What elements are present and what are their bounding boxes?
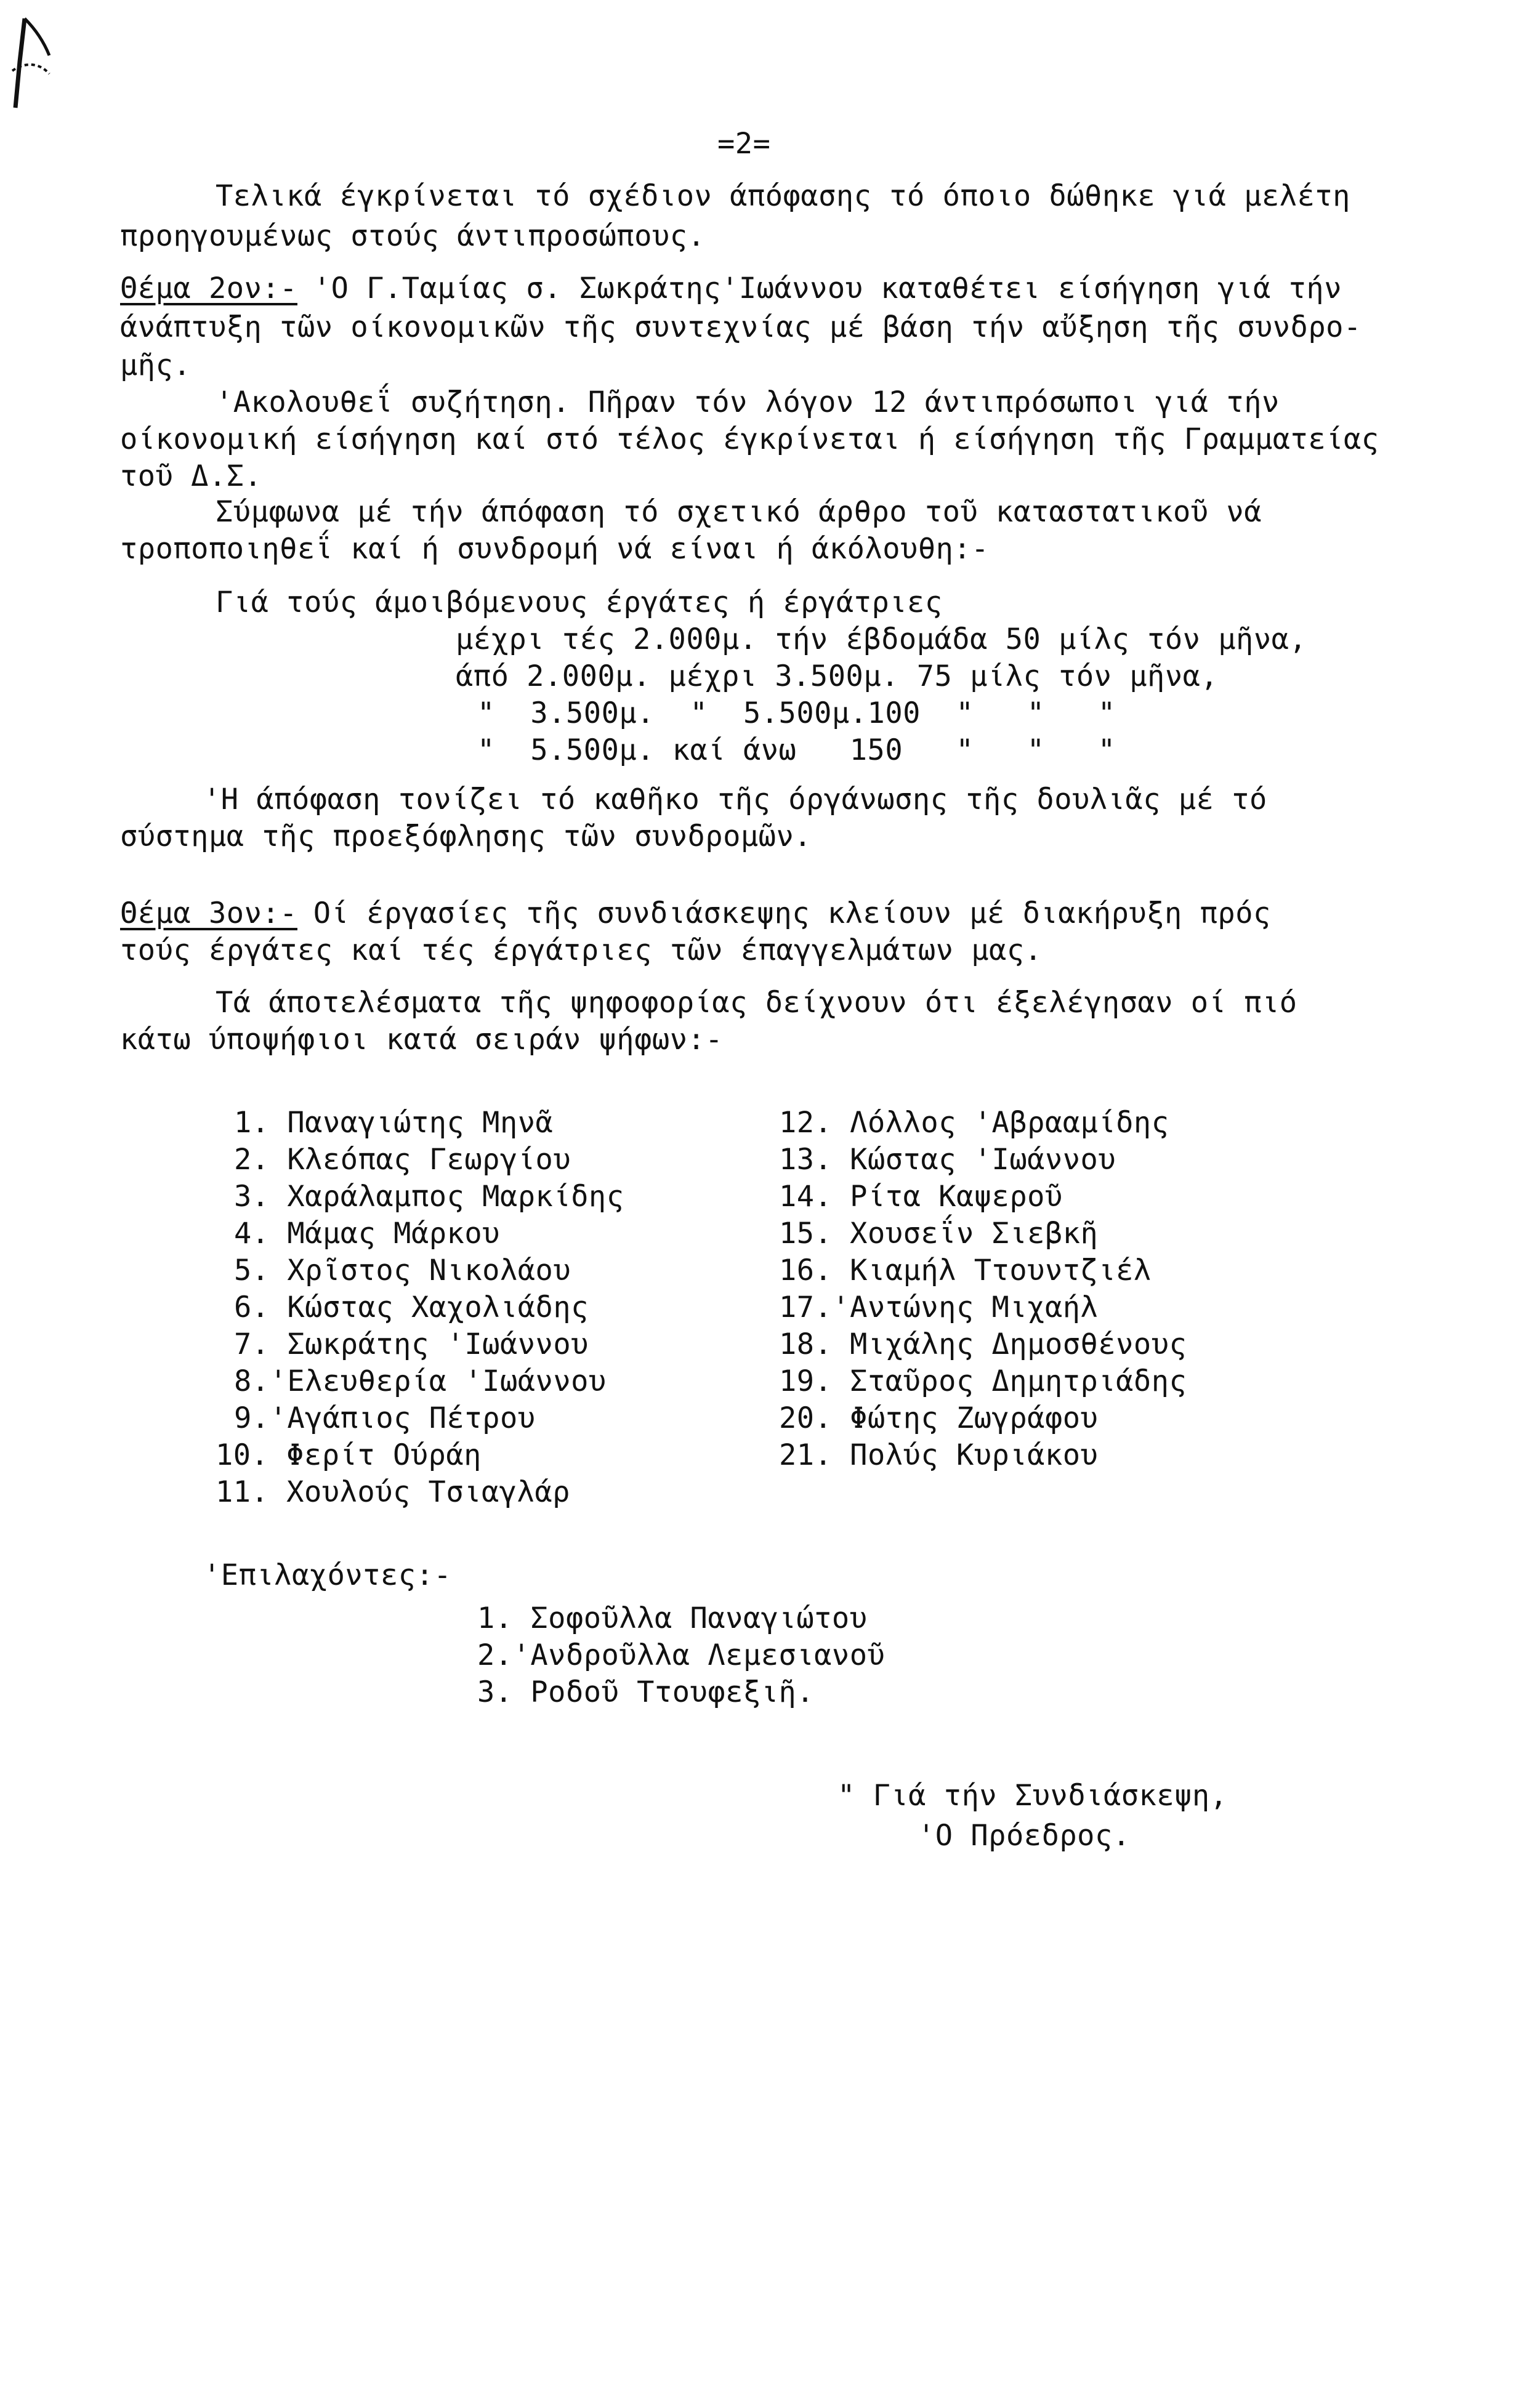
decision-line-1: Σύμφωνα μέ τήν άπόφαση τό σχετικό άρθρο τοῦ καταστατικοῦ νά [216,495,1262,529]
item2-line-3: μῆς. [120,348,192,382]
elected-right-17: 17.'Αντώνης Μιχαήλ [779,1291,1099,1324]
elected-left-2: 2. Κλεόπας Γεωργίου [234,1143,571,1177]
fee-row-2: άπό 2.000μ. μέχρι 3.500μ. 75 μίλς τόν μῆνα, [456,659,1219,693]
item2-line-2: άνάπτυξη τῶν οίκονομικῶν τῆς συντεχνίας μέ βάση τήν αὔξηση τῆς συνδρο- [120,310,1362,344]
elected-left-3: 3. Χαράλαμπος Μαρκίδης [234,1180,624,1214]
signature-line-1: " Γιά τήν Συνδιάσκεψη, [837,1779,1228,1813]
discussion-line-3: τοῦ Δ.Σ. [120,459,262,493]
handwritten-mark [6,12,62,111]
substitute-3: 3. Ροδοῦ Ττουφεξιῆ. [477,1675,815,1709]
elected-left-10: 10. Φερίτ Ούράη [216,1438,482,1472]
para1-line-2: προηγουμένως στούς άντιπροσώπους. [120,219,706,253]
decision-line-2: τροποποιηθεΐ καί ή συνδρομή νά είναι ή άκόλουθη:- [120,532,990,566]
emphasis-line-2: σύστημα τῆς προεξόφλησης τῶν συνδρομῶν. [120,819,812,853]
elected-right-19: 19. Σταῦρος Δημητριάδης [779,1364,1187,1398]
elected-left-1: 1. Παναγιώτης Μηνᾶ [234,1106,554,1140]
item3-line-2: τούς έργάτες καί τές έργάτριες τῶν έπαγγελμάτων μας. [120,933,1043,967]
elected-right-20: 20. Φώτης Ζωγράφου [779,1401,1099,1435]
emphasis-line-1: 'Η άπόφαση τονίζει τό καθῆκο τῆς όργάνωσης τῆς δουλιᾶς μέ τό [203,783,1267,816]
results-line-1: Τά άποτελέσματα τῆς ψηφοφορίας δείχνουν ότι έξελέγησαν οί πιό [216,986,1297,1020]
elected-left-6: 6. Κώστας Χαχολιάδης [234,1291,589,1324]
results-line-2: κάτω ύποψήφιοι κατά σειράν ψήφων:- [120,1023,724,1057]
elected-left-4: 4. Μάμας Μάρκου [234,1217,500,1250]
substitutes-label: 'Επιλαχόντες:- [203,1558,452,1592]
elected-right-18: 18. Μιχάλης Δημοσθένους [779,1327,1187,1361]
substitute-1: 1. Σοφοῦλλα Παναγιώτου [477,1601,868,1635]
item2-label: Θέμα 2ον:- [120,272,297,305]
elected-left-5: 5. Χρῖστος Νικολάου [234,1254,571,1287]
elected-left-8: 8.'Ελευθερία 'Ιωάννου [234,1364,607,1398]
elected-left-11: 11. Χουλούς Τσιαγλάρ [216,1475,570,1509]
item3-label: Θέμα 3ον:- [120,896,297,930]
signature-line-2: 'Ο Πρόεδρος. [918,1819,1131,1853]
substitute-2: 2.'Ανδροῦλλα Λεμεσιανοῦ [477,1638,886,1672]
elected-right-21: 21. Πολύς Κυριάκου [779,1438,1099,1472]
item2-line-1: 'Ο Γ.Ταμίας σ. Σωκράτης'Ιωάννου καταθέτει είσήγηση γιά τήν [296,272,1342,305]
elected-right-13: 13. Κώστας 'Ιωάννου [779,1143,1116,1177]
elected-right-15: 15. Χουσεΐν Σιεβκῆ [779,1217,1099,1250]
fees-intro: Γιά τούς άμοιβόμενους έργάτες ή έργάτριες [216,586,943,619]
elected-left-7: 7. Σωκράτης 'Ιωάννου [234,1327,589,1361]
page-number: =2= [717,127,771,161]
elected-right-16: 16. Κιαμήλ Ττουντζιέλ [779,1254,1152,1287]
discussion-line-2: οίκονομική είσήγηση καί στό τέλος έγκρίνεται ή είσήγηση τῆς Γραμματείας [120,422,1379,456]
fee-row-1: μέχρι τές 2.000μ. τήν έβδομάδα 50 μίλς τόν μῆνα, [456,622,1307,656]
elected-right-12: 12. Λόλλος 'Αβρααμίδης [779,1106,1169,1140]
elected-right-14: 14. Ρίτα Καψεροῦ [779,1180,1063,1214]
discussion-line-1: 'Ακολουθεΐ συζήτηση. Πῆραν τόν λόγον 12 άντιπρόσωποι γιά τήν [216,385,1280,419]
fee-row-3: " 3.500μ. " 5.500μ.100 " " " [477,696,1116,730]
fee-row-4: " 5.500μ. καί άνω 150 " " " [477,733,1116,767]
para1-line-1: Τελικά έγκρίνεται τό σχέδιον άπόφασης τό όποιο δώθηκε γιά μελέτη [216,179,1350,213]
item3-line-1: Οί έργασίες τῆς συνδιάσκεψης κλείουν μέ διακήρυξη πρός [296,896,1271,930]
elected-left-9: 9.'Αγάπιος Πέτρου [234,1401,536,1435]
